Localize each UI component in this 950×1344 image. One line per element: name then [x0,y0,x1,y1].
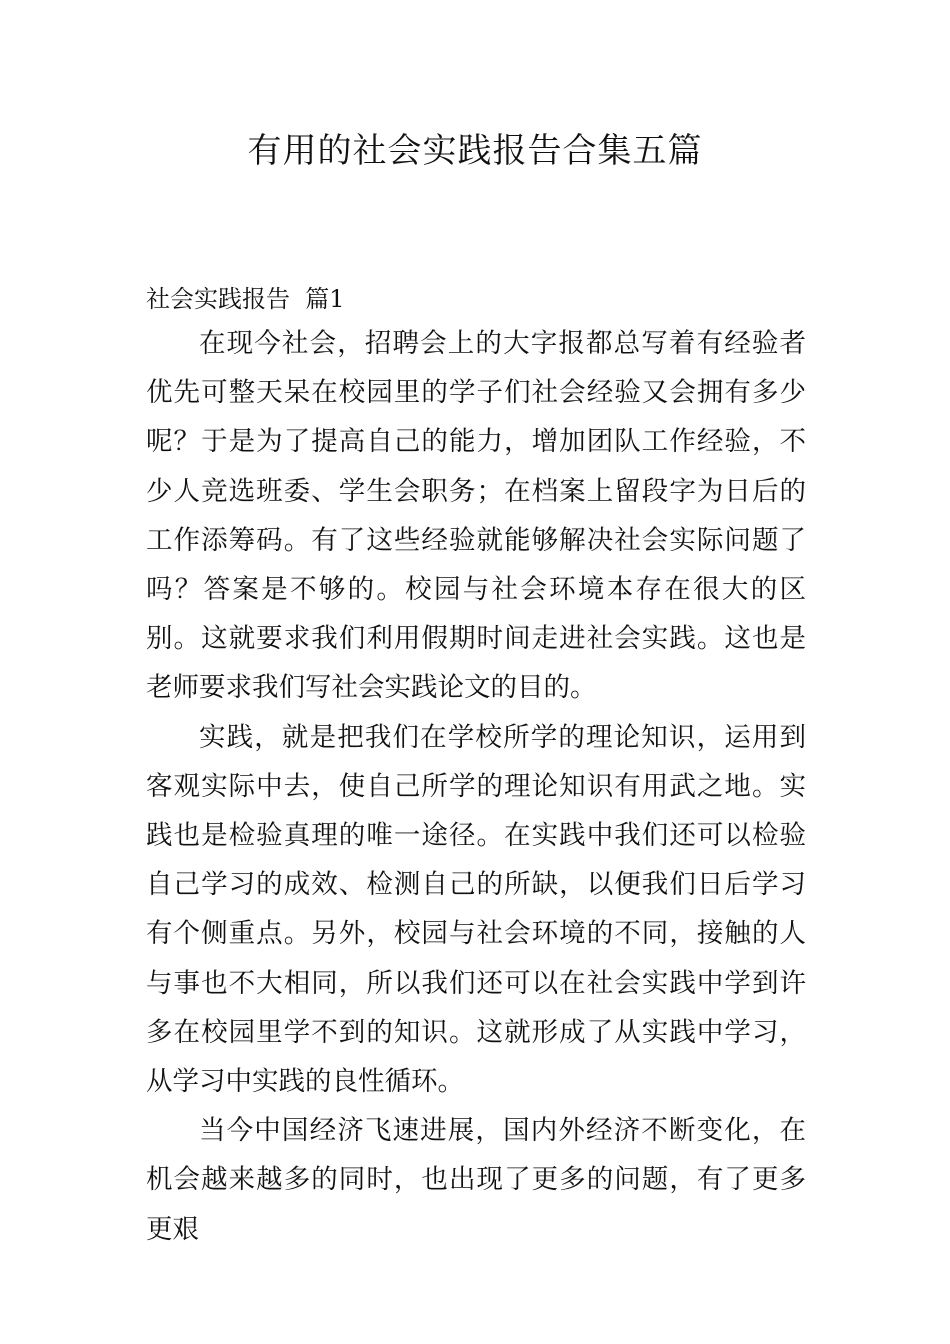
paragraph-2: 实践，就是把我们在学校所学的理论知识，运用到客观实际中去，使自己所学的理论知识有用武之地。实践也是检验真理的唯一途径。在实践中我们还可以检验自己学习的成效、检测自己的所缺，以便我们日后学习有个侧重点。另外，校园与社会环境的不同，接触的人与事也不大相同，所以我们还可以在社会实践中学到许多在校园里学不到的知识。这就形成了从实践中学习，从学习中实践的良性循环。 [146,721,806,1098]
document-body [146,280,806,1254]
section-heading: 社会实践报告 篇1 [146,285,345,313]
document-title: 有用的社会实践报告合集五篇 [247,131,703,171]
paragraph-3: 当今中国经济飞速进展，国内外经济不断变化，在机会越来越多的同时，也出现了更多的问题，有了更多更艰 [146,1115,806,1245]
paragraph-1: 在现今社会，招聘会上的大字报都总写着有经验者优先可整天呆在校园里的学子们社会经验又会拥有多少呢？于是为了提高自己的能力，增加团队工作经验，不少人竞选班委、学生会职务；在档案上留段字为日后的工作添筹码。有了这些经验就能够解决社会实际问题了吗？答案是不够的。校园与社会环境本存在很大的区别。这就要求我们利用假期时间走进社会实践。这也是老师要求我们写社会实践论文的目的。 [146,328,806,704]
